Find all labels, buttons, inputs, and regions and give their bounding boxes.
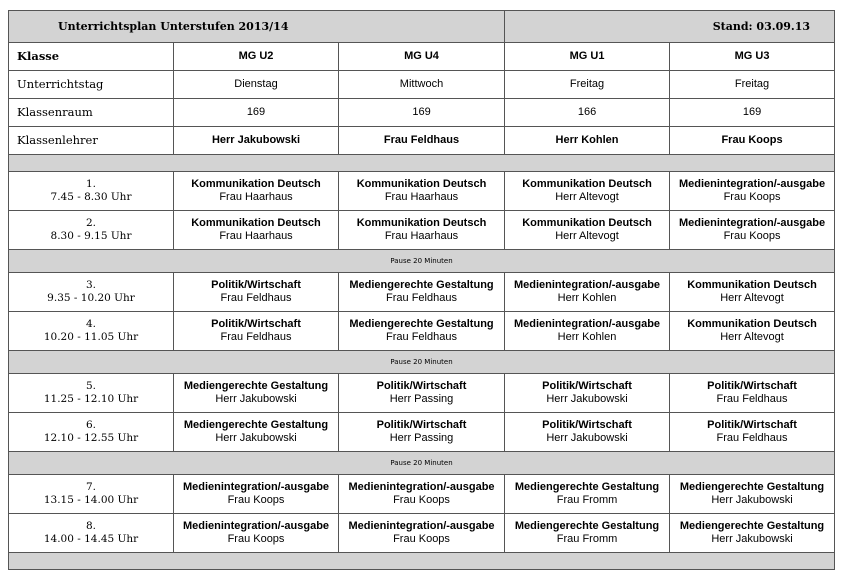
lesson-subject: Mediengerechte Gestaltung [183, 419, 329, 431]
lesson-teacher: Herr Jakubowski [215, 393, 297, 405]
period-time: 9.35 - 10.20 Uhr [47, 292, 135, 304]
lesson-cell [174, 211, 339, 250]
lesson-subject: Medienintegration/-ausgabe [348, 520, 495, 532]
lesson-cell [339, 514, 505, 553]
lesson-cell [505, 211, 670, 250]
lesson-teacher: Frau Fromm [556, 533, 618, 545]
lesson-cell [505, 374, 670, 413]
period-time: 7.45 - 8.30 Uhr [50, 191, 132, 203]
class-row [9, 43, 835, 71]
lesson-cell [174, 514, 339, 553]
pause-row [9, 250, 835, 273]
class-teacher: Herr Jakubowski [174, 127, 339, 155]
lesson-subject: Medienintegration/-ausgabe [678, 217, 826, 229]
lesson-subject: Kommunikation Deutsch [687, 318, 817, 330]
period-time: 10.20 - 11.05 Uhr [43, 331, 139, 343]
lesson-cell [339, 374, 505, 413]
lesson-subject: Politik/Wirtschaft [542, 380, 632, 392]
lesson-subject: Medienintegration/-ausgabe [513, 279, 661, 291]
lesson-subject: Politik/Wirtschaft [707, 419, 797, 431]
period-slot [9, 211, 174, 250]
lesson-teacher: Frau Haarhaus [384, 191, 459, 203]
lesson-teacher: Frau Koops [227, 494, 285, 506]
lesson-teacher: Frau Koops [227, 533, 285, 545]
period-time: 12.10 - 12.55 Uhr [43, 432, 139, 444]
lesson-teacher: Frau Feldhaus [220, 331, 292, 343]
lesson-subject: Medienintegration/-ausgabe [348, 481, 495, 493]
lesson-teacher: Frau Haarhaus [219, 230, 293, 242]
lesson-cell [670, 211, 835, 250]
period-slot [9, 514, 174, 553]
lesson-teacher: Herr Kohlen [557, 331, 617, 343]
lesson-subject: Kommunikation Deutsch [356, 217, 487, 229]
lesson-cell [670, 273, 835, 312]
period-slot [9, 273, 174, 312]
period-slot [9, 413, 174, 452]
lesson-teacher: Frau Koops [393, 494, 450, 506]
period-time: 14.00 - 14.45 Uhr [43, 533, 139, 545]
lesson-cell [339, 413, 505, 452]
class-day: Dienstag [174, 71, 339, 99]
lesson-cell [174, 374, 339, 413]
period-row [9, 475, 835, 514]
class-name: MG U4 [339, 43, 505, 71]
period-slot [9, 172, 174, 211]
period-number: 8. [85, 520, 97, 532]
lesson-teacher: Frau Haarhaus [219, 191, 293, 203]
lesson-teacher: Frau Feldhaus [716, 393, 788, 405]
lesson-cell [670, 475, 835, 514]
period-number: 7. [85, 481, 97, 493]
period-number: 2. [85, 217, 97, 229]
period-number: 1. [85, 178, 97, 190]
lesson-cell [505, 273, 670, 312]
lesson-cell [174, 312, 339, 351]
period-number: 5. [85, 380, 97, 392]
lesson-cell [505, 413, 670, 452]
class-teacher: Herr Kohlen [505, 127, 670, 155]
lesson-teacher: Frau Fromm [556, 494, 618, 506]
lesson-cell [505, 172, 670, 211]
class-room: 166 [505, 99, 670, 127]
lesson-cell [670, 374, 835, 413]
lesson-subject: Kommunikation Deutsch [356, 178, 487, 190]
lesson-cell [670, 312, 835, 351]
period-slot [9, 475, 174, 514]
lesson-teacher: Herr Kohlen [557, 292, 617, 304]
lesson-teacher: Herr Jakubowski [546, 393, 628, 405]
lesson-teacher: Frau Feldhaus [386, 292, 457, 304]
stand-date: Stand: 03.09.13 [505, 11, 835, 43]
class-day: Freitag [505, 71, 670, 99]
lesson-cell [670, 413, 835, 452]
period-number: 4. [85, 318, 97, 330]
lesson-cell [174, 273, 339, 312]
separator [9, 155, 835, 172]
period-slot [9, 374, 174, 413]
class-room: 169 [670, 99, 835, 127]
period-time: 13.15 - 14.00 Uhr [43, 494, 139, 506]
lesson-teacher: Herr Altevogt [555, 230, 619, 242]
period-row [9, 211, 835, 250]
lesson-subject: Politik/Wirtschaft [376, 419, 467, 431]
pause-row [9, 351, 835, 374]
timetable [8, 10, 835, 570]
lesson-teacher: Herr Altevogt [720, 331, 784, 343]
day-row [9, 71, 835, 99]
pause-label: Pause 20 Minuten [9, 351, 835, 374]
lesson-subject: Politik/Wirtschaft [707, 380, 797, 392]
lesson-teacher: Herr Jakubowski [215, 432, 297, 444]
class-label: Klasse [9, 43, 174, 71]
lesson-cell [174, 413, 339, 452]
class-teacher: Frau Feldhaus [339, 127, 505, 155]
pause-row [9, 452, 835, 475]
lesson-teacher: Herr Passing [389, 393, 454, 405]
period-slot [9, 312, 174, 351]
lesson-subject: Medienintegration/-ausgabe [678, 178, 826, 190]
period-time: 8.30 - 9.15 Uhr [50, 230, 132, 242]
lesson-teacher: Frau Feldhaus [716, 432, 788, 444]
teacher-label: Klassenlehrer [9, 127, 174, 155]
lesson-subject: Kommunikation Deutsch [191, 217, 321, 229]
lesson-cell [670, 514, 835, 553]
lesson-subject: Kommunikation Deutsch [191, 178, 321, 190]
lesson-subject: Medienintegration/-ausgabe [182, 481, 330, 493]
pause-label: Pause 20 Minuten [9, 452, 835, 475]
lesson-subject: Politik/Wirtschaft [376, 380, 467, 392]
period-row [9, 172, 835, 211]
lesson-teacher: Herr Passing [389, 432, 454, 444]
separator-row [9, 553, 835, 570]
period-row [9, 514, 835, 553]
lesson-teacher: Frau Koops [723, 230, 781, 242]
lesson-subject: Medienintegration/-ausgabe [182, 520, 330, 532]
class-room: 169 [339, 99, 505, 127]
lesson-subject: Politik/Wirtschaft [542, 419, 632, 431]
lesson-subject: Mediengerechte Gestaltung [514, 520, 660, 532]
lesson-cell [339, 172, 505, 211]
lesson-teacher: Frau Koops [393, 533, 450, 545]
lesson-subject: Kommunikation Deutsch [522, 217, 652, 229]
lesson-cell [339, 475, 505, 514]
lesson-subject: Politik/Wirtschaft [211, 318, 301, 330]
day-label: Unterrichtstag [9, 71, 174, 99]
period-row [9, 312, 835, 351]
lesson-subject: Kommunikation Deutsch [687, 279, 817, 291]
lesson-cell [339, 312, 505, 351]
lesson-cell [339, 273, 505, 312]
class-teacher: Frau Koops [670, 127, 835, 155]
lesson-cell [505, 312, 670, 351]
lesson-teacher: Frau Haarhaus [384, 230, 459, 242]
lesson-teacher: Herr Jakubowski [711, 533, 793, 545]
class-day: Mittwoch [339, 71, 505, 99]
lesson-teacher: Frau Koops [723, 191, 781, 203]
class-room: 169 [174, 99, 339, 127]
page-title: Unterrichtsplan Unterstufen 2013/14 [9, 11, 505, 43]
title-row [9, 11, 835, 43]
lesson-cell [339, 211, 505, 250]
lesson-teacher: Herr Altevogt [720, 292, 784, 304]
room-label: Klassenraum [9, 99, 174, 127]
class-day: Freitag [670, 71, 835, 99]
separator-row [9, 155, 835, 172]
class-name: MG U3 [670, 43, 835, 71]
lesson-subject: Mediengerechte Gestaltung [679, 520, 825, 532]
lesson-teacher: Frau Feldhaus [386, 331, 457, 343]
room-row [9, 99, 835, 127]
lesson-subject: Kommunikation Deutsch [522, 178, 652, 190]
lesson-teacher: Frau Feldhaus [220, 292, 292, 304]
lesson-cell [174, 475, 339, 514]
lesson-cell [505, 514, 670, 553]
timetable-sheet [8, 10, 834, 570]
lesson-teacher: Herr Altevogt [555, 191, 619, 203]
lesson-subject: Medienintegration/-ausgabe [513, 318, 661, 330]
separator [9, 553, 835, 570]
lesson-subject: Mediengerechte Gestaltung [349, 318, 494, 330]
lesson-teacher: Herr Jakubowski [711, 494, 793, 506]
lesson-subject: Mediengerechte Gestaltung [514, 481, 660, 493]
pause-label: Pause 20 Minuten [9, 250, 835, 273]
lesson-teacher: Herr Jakubowski [546, 432, 628, 444]
period-number: 3. [85, 279, 97, 291]
lesson-subject: Mediengerechte Gestaltung [349, 279, 494, 291]
class-name: MG U2 [174, 43, 339, 71]
class-name: MG U1 [505, 43, 670, 71]
lesson-cell [505, 475, 670, 514]
teacher-row [9, 127, 835, 155]
period-number: 6. [85, 419, 97, 431]
lesson-subject: Politik/Wirtschaft [211, 279, 301, 291]
lesson-cell [670, 172, 835, 211]
period-row [9, 374, 835, 413]
lesson-subject: Mediengerechte Gestaltung [679, 481, 825, 493]
period-row [9, 273, 835, 312]
period-row [9, 413, 835, 452]
lesson-cell [174, 172, 339, 211]
period-time: 11.25 - 12.10 Uhr [43, 393, 139, 405]
lesson-subject: Mediengerechte Gestaltung [183, 380, 329, 392]
